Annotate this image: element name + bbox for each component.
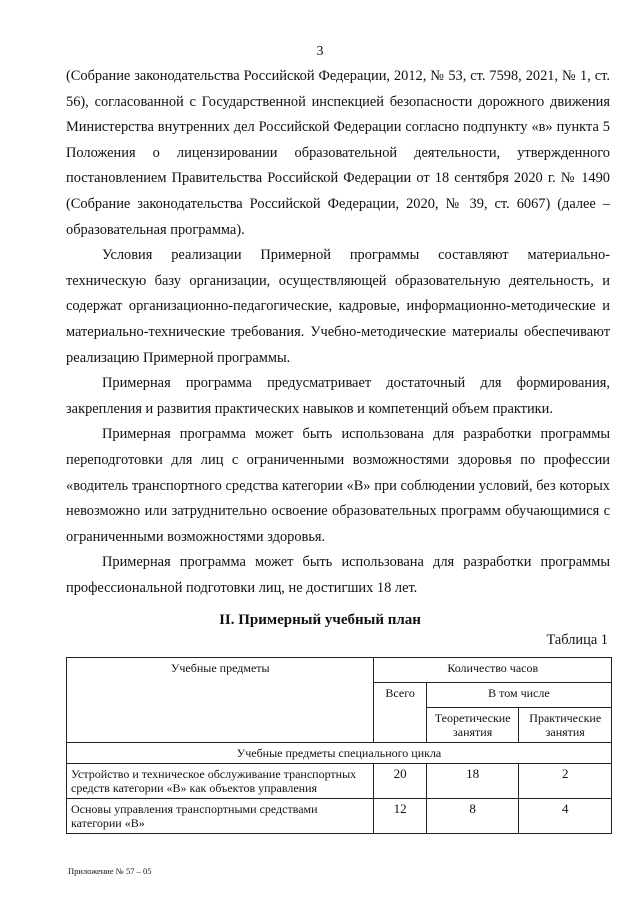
paragraph-2: Условия реализации Примерной программы составляют материально-техническую базу организации, осуществляющей образовательную деятельность, и содержат организационно-педагогические, кадровые, информационно-методические и материально-технические требования. Учебно-методические материалы обеспечивают реализацию Примерной программы. <box>66 247 610 366</box>
header-theory: Теоретические занятия <box>426 708 519 743</box>
table-row <box>67 764 612 799</box>
row-total: 20 <box>374 764 426 799</box>
row-subject: Основы управления транспортными средствами категории «В» <box>67 799 374 834</box>
header-including: В том числе <box>426 683 611 708</box>
table-row <box>67 799 612 834</box>
row-theory: 8 <box>426 799 519 834</box>
header-hours: Количество часов <box>374 658 612 683</box>
body-text <box>66 64 610 601</box>
row-theory: 18 <box>426 764 519 799</box>
header-total: Всего <box>374 683 426 743</box>
curriculum-table <box>66 657 612 834</box>
paragraph-5: Примерная программа может быть использована для разработки программы профессиональной подготовки лиц, не достигших 18 лет. <box>66 554 610 596</box>
paragraph-4: Примерная программа может быть использована для разработки программы переподготовки для лиц с ограниченными возможностями здоровья по профессии «водитель транспортного средства категории «В» при соблюдении условий, без которых невозможно или затруднительно освоение образовательных программ обучающимися с ограниченными возможностями здоровья. <box>66 426 610 545</box>
row-total: 12 <box>374 799 426 834</box>
page-number: 3 <box>316 44 324 59</box>
header-practice: Практические занятия <box>519 708 612 743</box>
row-practice: 2 <box>519 764 612 799</box>
group-title: Учебные предметы специального цикла <box>67 743 612 764</box>
header-subjects: Учебные предметы <box>67 658 374 743</box>
row-practice: 4 <box>519 799 612 834</box>
table-caption: Таблица 1 <box>546 632 608 648</box>
row-subject: Устройство и техническое обслуживание транспортных средств категории «В» как объектов управления <box>67 764 374 799</box>
section-title: II. Примерный учебный план <box>219 612 421 628</box>
paragraph-1: (Собрание законодательства Российской Федерации, 2012, № 53, ст. 7598, 2021, № 1, ст. 56), согласованной с Государственной инспекцией безопасности дорожного движения Министерства внутренних дел Российской Федерации согласно подпункту «в» пункта 5 Положения о лицензировании образовательной деятельности, утвержденного постановлением Правительства Российской Федерации от 18 сентября 2020 г. № 1490 (Собрание законодательства Российской Федерации, 2020, № 39, ст. 6067) (далее – образовательная программа). <box>66 68 610 238</box>
paragraph-3: Примерная программа предусматривает достаточный для формирования, закрепления и развития практических навыков и компетенций объем практики. <box>66 375 610 417</box>
footer-note: Приложение № 57 – 05 <box>68 866 152 876</box>
